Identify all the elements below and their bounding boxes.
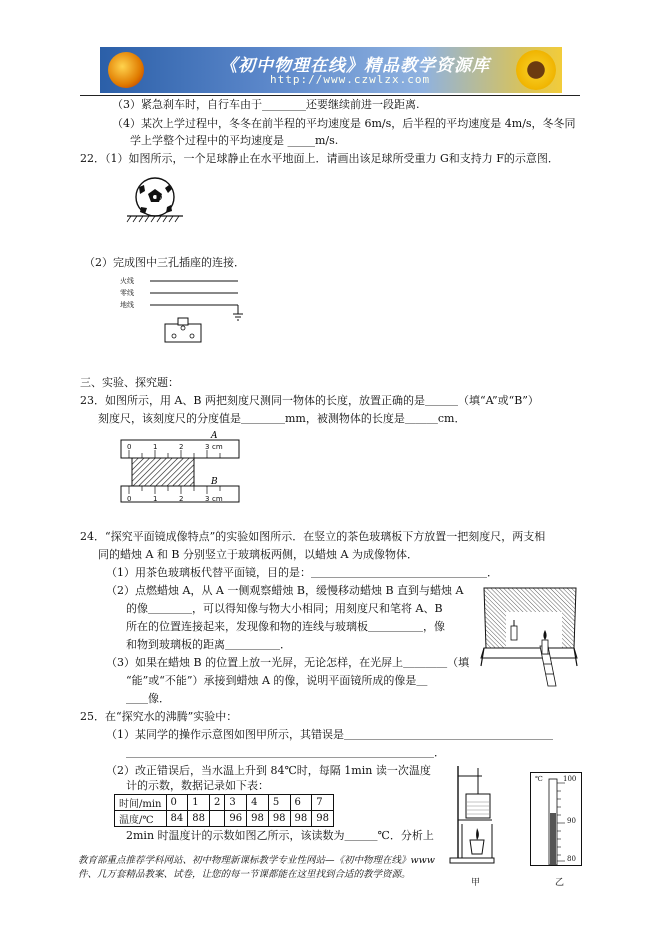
q24-3c: ＿＿像． xyxy=(126,692,170,705)
thermometer-scale xyxy=(531,773,581,865)
q24-2c: 所在的位置连接起来，发现像和物的连线与玻璃板＿＿＿＿＿，像 xyxy=(126,620,445,633)
table-cell: 96 xyxy=(225,811,247,827)
table-cell: 88 xyxy=(188,811,210,827)
ruler-a-unit: cm xyxy=(212,443,223,451)
table-cell: 6 xyxy=(290,795,312,811)
q25-1b: ＿＿＿＿＿＿＿＿＿＿＿＿＿＿＿＿＿＿＿＿＿＿＿＿＿＿＿＿． xyxy=(126,746,445,759)
ruler-figure xyxy=(115,430,245,512)
banner-url: http://www.czwlzx.com xyxy=(270,73,431,86)
ruler-b-label: B xyxy=(211,477,218,487)
q24-2a: （2）点燃蜡烛 A，从 A 一侧观察蜡烛 B，缓慢移动蜡烛 B 直到与蜡烛 A xyxy=(106,584,464,597)
header-banner xyxy=(100,47,562,93)
q21-3: （3）紧急刹车时，自行车由于________还要继续前进一段距离. xyxy=(112,98,420,111)
q24b: 同的蜡烛 A 和 B 分别竖立于玻璃板两侧，以蜡烛 A 为成像物体． xyxy=(98,548,418,561)
table-cell: 7 xyxy=(312,795,334,811)
site-logo-icon xyxy=(108,52,144,88)
q24-3a: （3）如果在蜡烛 B 的位置上放一光屏，无论怎样，在光屏上＿＿＿＿（填 xyxy=(106,656,470,669)
ruler-a-tick-2: 2 xyxy=(179,443,184,451)
ground-wire-label: 地线 xyxy=(120,301,134,309)
q25-2c: 2min 时温度计的示数如图乙所示，该读数为＿＿＿℃．分析上 xyxy=(126,829,434,842)
boiling-apparatus-figure xyxy=(448,762,508,868)
ruler-a-tick-1: 1 xyxy=(153,443,158,451)
table-header-time: 时间/min xyxy=(115,795,167,811)
fig-label-jia: 甲 xyxy=(471,878,481,888)
sunflower-icon xyxy=(516,50,556,90)
ruler-a-tick-3: 3 xyxy=(205,443,210,451)
table-cell: 0 xyxy=(166,795,188,811)
thermometer-figure xyxy=(530,772,582,866)
socket-wiring-diagram xyxy=(120,276,250,346)
q23a: 23．如图所示，用 A、B 两把刻度尺测同一物体的长度，放置正确的是＿＿＿（填“A”或“B”） xyxy=(80,394,539,407)
header-rule xyxy=(80,95,580,96)
table-cell: 98 xyxy=(312,811,334,827)
table-cell: 98 xyxy=(247,811,269,827)
q21-4a: （4）某次上学过程中，冬冬在前半程的平均速度是 6m/s，后半程的平均速度是 4m/s，冬冬同 xyxy=(112,117,576,130)
soccer-ball-figure xyxy=(125,175,185,225)
thermo-unit: ℃ xyxy=(535,775,543,783)
q24-2d: 和物到玻璃板的距离＿＿＿＿＿． xyxy=(126,638,291,651)
thermo-mid: 90 xyxy=(567,817,576,825)
table-cell: 4 xyxy=(247,795,269,811)
ruler-b-tick-0: 0 xyxy=(127,495,132,503)
footer-line-2: 件、几万套精品教案、试卷，让您的每一节课都能在这里找到合适的教学资源。 xyxy=(78,869,411,880)
table-cell xyxy=(209,811,224,827)
section-3-heading: 三、实验、探究题： xyxy=(80,376,179,389)
table-cell: 3 xyxy=(225,795,247,811)
q24-2b: 的像＿＿＿＿，可以得知像与物大小相同；用刻度尺和笔将 A、B xyxy=(126,602,443,615)
thermo-bottom: 80 xyxy=(567,855,576,863)
ruler-b-unit: cm xyxy=(212,495,223,503)
q24-3b: “能”或“不能”）承接到蜡烛 A 的像，说明平面镜所成的像是＿ xyxy=(126,674,428,687)
q25: 25．在“探究水的沸腾”实验中： xyxy=(80,710,238,723)
table-cell: 98 xyxy=(290,811,312,827)
q24-1: （1）用茶色玻璃板代替平面镜，目的是：＿＿＿＿＿＿＿＿＿＿＿＿＿＿＿＿． xyxy=(106,566,498,579)
fig-label-yi: 乙 xyxy=(555,878,565,888)
plane-mirror-figure xyxy=(478,580,580,690)
banner-title: 《初中物理在线》精品教学资源库 xyxy=(220,56,490,76)
q25-2b: 计的示数，数据记录如下表： xyxy=(126,779,269,792)
svg-text:O: O xyxy=(156,193,163,202)
footer-line-1: 教育部重点推荐学科网站、初中物理新课标教学专业性网站—《初中物理在线》www xyxy=(78,855,435,866)
ruler-a-tick-0: 0 xyxy=(127,443,132,451)
table-row xyxy=(115,811,334,827)
table-row xyxy=(115,795,334,811)
thermo-top: 100 xyxy=(563,775,577,783)
socket-figure xyxy=(120,276,250,346)
q22-2: （2）完成图中三孔插座的连接． xyxy=(84,256,245,269)
table-cell: 98 xyxy=(268,811,290,827)
table-cell: 5 xyxy=(268,795,290,811)
q21-4b: 学上学整个过程中的平均速度是 _____m/s. xyxy=(130,134,339,147)
table-cell: 2 xyxy=(209,795,224,811)
ruler-b-tick-2: 2 xyxy=(179,495,184,503)
q24a: 24．“探究平面镜成像特点”的实验如图所示．在竖立的茶色玻璃板下方放置一把刻度尺，两支相 xyxy=(80,530,546,543)
q23b: 刻度尺，该刻度尺的分度值是＿＿＿＿mm，被测物体的长度是＿＿＿cm． xyxy=(98,412,466,425)
table-cell: 1 xyxy=(188,795,210,811)
ruler-b-tick-1: 1 xyxy=(153,495,158,503)
live-wire-label: 火线 xyxy=(120,277,134,285)
temperature-table xyxy=(114,794,334,827)
q25-1a: （1）某同学的操作示意图如图甲所示，其错误是＿＿＿＿＿＿＿＿＿＿＿＿＿＿＿＿＿＿＿ xyxy=(106,728,553,741)
neutral-wire-label: 零线 xyxy=(120,289,134,297)
q25-2a: （2）改正错误后，当水温上升到 84℃时，每隔 1min 读一次温度 xyxy=(106,764,431,777)
table-cell: 84 xyxy=(166,811,188,827)
ruler-b-tick-3: 3 xyxy=(205,495,210,503)
q22-1: 22．（1）如图所示，一个足球静止在水平地面上．请画出该足球所受重力 G和支持力 F的示意图． xyxy=(80,152,559,165)
ruler-a-label: A xyxy=(211,431,218,441)
table-header-temp: 温度/℃ xyxy=(115,811,167,827)
